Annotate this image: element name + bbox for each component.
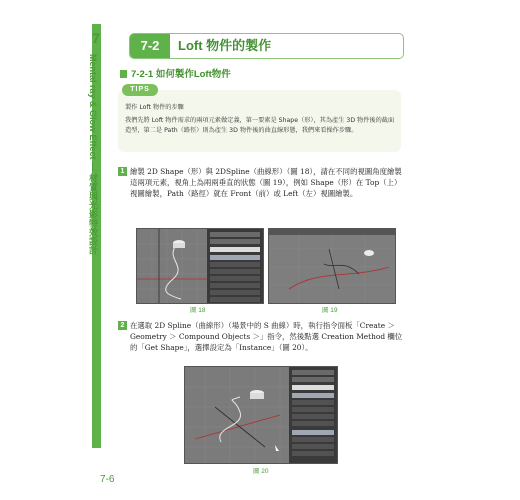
figure-19-screenshot	[268, 228, 396, 304]
viewport-scene-illustration	[269, 229, 395, 303]
tips-badge: TIPS	[122, 84, 158, 96]
figure-19-caption: 圖 19	[322, 307, 338, 314]
figure-18-screenshot	[136, 228, 264, 304]
subsection-heading	[120, 66, 231, 80]
chapter-title: Mental ray & Glow Effect — 材質與光影特效設計	[88, 54, 98, 255]
step-text: 在選取 2D Spline（曲線形）（場景中的 S 曲線）時，執行指令面板「Create ＞ Geometry ＞ Compound Objects ＞」指令，然後點選 Creation Method 欄位的「Get Shape」，選擇設定為「Instance」（圖 20）。	[130, 321, 403, 353]
command-panel	[207, 229, 263, 303]
subsection-bullet-icon	[120, 70, 127, 78]
section-number: 7-2	[130, 34, 170, 58]
tips-heading: 製作 Loft 物件的步驟	[125, 104, 184, 111]
subsection-title: 7-2-1 如何製作Loft物件	[131, 69, 231, 80]
chapter-number: 7	[92, 30, 100, 46]
figure-20-screenshot	[184, 366, 338, 464]
section-heading	[129, 33, 404, 59]
figure-20-caption: 圖 20	[253, 468, 269, 475]
step-text: 繪製 2D Shape（形）與 2DSpline（曲線形）（圖 18），請在不同的視圖角度繪製這兩項元素，視角上為兩兩垂直的狀態（圖 19），例如 Shape（形）在 Top（上）視圖繪製，Path（路徑）就在 Front（前）或 Left（左）視圖繪製。	[130, 167, 402, 199]
step-number: 1	[118, 167, 127, 176]
tips-body: 我們先將 Loft 物件需求的兩項元素做定義，第一要素是 Shape（形），其為產生 3D 物件後的截面造型，第二是 Path（路徑）則為產生 3D 物件後的曲直線形態，我們來看操作步驟。	[125, 117, 395, 134]
chapter-sidebar	[0, 0, 104, 500]
section-title: Loft 物件的製作	[178, 38, 272, 53]
command-panel	[289, 367, 337, 463]
tips-content	[125, 103, 395, 139]
step-number: 2	[118, 321, 127, 330]
step-1	[118, 166, 408, 200]
page-number: 7-6	[100, 474, 115, 485]
figure-18-caption: 圖 18	[190, 307, 206, 314]
step-2	[118, 320, 408, 354]
